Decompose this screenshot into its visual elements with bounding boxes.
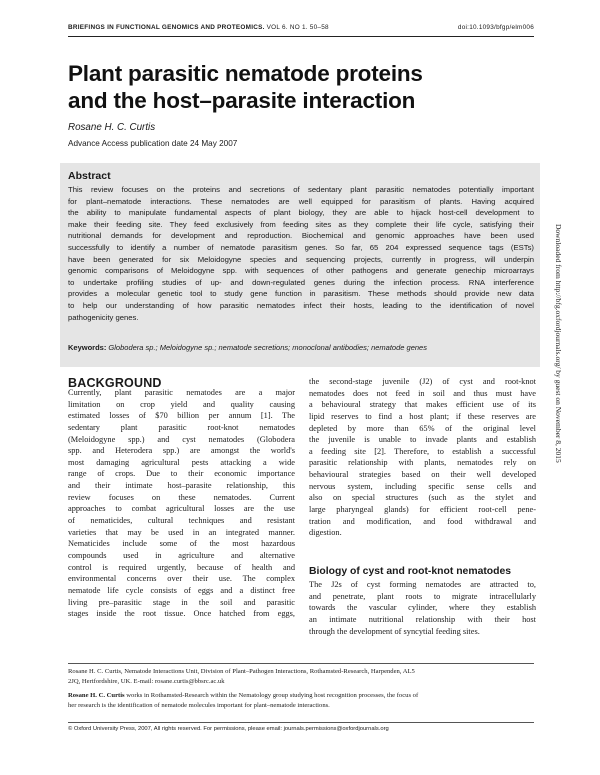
bio-line: her research is the identification of nematode molecules important for plant–nematode interactions. xyxy=(68,702,330,709)
body-line: parasitic relationship with plants, nematodes rely on xyxy=(309,458,536,468)
doi-link[interactable]: doi:10.1093/bfgp/elm006 xyxy=(457,24,534,31)
author-bio xyxy=(68,691,534,711)
body-line: estimated losses of $70 billion per annum [1]. The xyxy=(68,411,295,421)
body-line: nematode life cycle consists of eggs and a distinct free xyxy=(68,585,295,595)
copyright-notice: © Oxford University Press, 2007, All rights reserved. For permissions, please email: journals.permissions@oxfordjournals.org xyxy=(68,726,389,732)
biology-text xyxy=(309,579,536,637)
body-line: stages inside the root tissue. Once hatched from eggs, xyxy=(68,609,295,619)
body-line: nematodes does not feed in soil and thus must have xyxy=(309,388,536,398)
download-watermark[interactable]: Downloaded from http://bfg.oxfordjournals.org/ by guest on November 8, 2015 xyxy=(554,224,563,463)
author-name: Rosane H. C. Curtis xyxy=(68,122,156,133)
abstract-line: This review focuses on the proteins and secretions of sedentary plant parasitic nematodes potentially important xyxy=(68,185,534,194)
body-line: living pre–parasitic stage in the soil and parasitic xyxy=(68,597,295,607)
body-line: Nematicides include some of the most hazardous xyxy=(68,539,295,549)
header-rule xyxy=(68,36,534,37)
body-line: and their intimate host–parasite relationship, this xyxy=(68,481,295,491)
keywords xyxy=(68,343,534,352)
affiliation-line: Rosane H. C. Curtis, Nematode Interactions Unit, Division of Plant–Pathogen Interactions, Rothamsted-Research, Harpenden, AL5 xyxy=(68,668,415,675)
body-line: varieties that may be used in an integrated manner. xyxy=(68,527,295,537)
body-line: the juvenile is unable to invade plants and establish xyxy=(309,435,536,445)
body-line: The J2s of cyst forming nematodes are attracted to, xyxy=(309,580,536,589)
abstract-heading: Abstract xyxy=(68,170,111,182)
copyright-rule xyxy=(68,722,534,723)
bio-text: works in Rothamsted-Research within the Nematology group studying host recognition processes, the focus of xyxy=(124,692,419,699)
section-heading-background: BACKGROUND xyxy=(68,376,162,390)
body-line: also on special structures (such as the stylet and xyxy=(309,493,536,503)
body-line: tration and modification, and food withdrawal and xyxy=(309,516,536,526)
abstract-line: the ability to manipulate fundamental aspects of plant biology, they are able to hijack host-cell development to xyxy=(68,208,534,218)
body-line: of nematicides, cultural techniques and resistant xyxy=(68,516,295,526)
body-line: review focuses on these nematodes. Current xyxy=(68,492,295,502)
running-head xyxy=(68,24,534,36)
body-line: the second-stage juvenile (J2) of cyst and root-knot xyxy=(309,377,536,386)
bio-author-name: Rosane H. C. Curtis xyxy=(68,692,125,699)
body-line: control is required urgently, because of health and xyxy=(68,562,295,572)
body-line: an intimate nutritional relationship with their host xyxy=(309,614,536,624)
affiliation-line: 2JQ, Hertfordshire, UK. E-mail: rosane.curtis@bbsrc.ac.uk xyxy=(68,678,225,685)
body-line: a feeding site [2]. Therefore, to establish a successful xyxy=(309,446,536,456)
abstract-line: for plant–nematode interactions. These nematodes are well equipped for parasitism of plants. Having acquired xyxy=(68,196,534,206)
abstract-line: nutritional demands for development and reproduction. Biochemical and genomic approaches have been used xyxy=(68,231,534,241)
body-line: behavioural strategies based on their well developed xyxy=(309,470,536,480)
body-line: a behavioural strategy that makes efficient use of its xyxy=(309,400,536,410)
body-line: through the development of syncytial feeding sites. xyxy=(309,626,480,636)
body-line: and penetrate, plant roots to migrate intracellularly xyxy=(309,591,536,601)
body-line: spp. and Heterodera spp.) are amongst the world's xyxy=(68,446,295,456)
abstract-line: successfully to identify a number of nematode parasitism genes. So far, 65 204 expressed sequence tags (ESTs) xyxy=(68,242,534,252)
body-line: (Meloidogyne spp.) and cyst nematodes (Globodera xyxy=(68,434,295,444)
body-line: nervous system, including specific sense cells and xyxy=(309,481,536,491)
abstract-body xyxy=(68,184,534,323)
abstract-line: to help our understanding of how parasitic nematodes infect their hosts, leading to the identification of novel xyxy=(68,300,534,310)
body-line: approaches to combat agricultural losses are the use xyxy=(68,504,295,514)
body-line: digestion. xyxy=(309,528,342,538)
keywords-label: Keywords: xyxy=(68,343,107,352)
abstract-line: genomic comparisons of Meloidogyne spp. with sequences of other pathogens and generate genechip microarrays xyxy=(68,266,534,276)
publication-date: Advance Access publication date 24 May 2007 xyxy=(68,139,238,148)
author-affiliation xyxy=(68,667,534,687)
body-line: Currently, plant parasitic nematodes are a major xyxy=(68,388,295,397)
title-line-1: Plant parasitic nematode proteins xyxy=(68,61,423,86)
article-title xyxy=(68,60,538,114)
volume-info: VOL 6. NO 1. 50–58 xyxy=(264,24,329,31)
body-line: large pharyngeal glands) for efficient root-cell pene- xyxy=(309,505,536,515)
title-line-2: and the host–parasite interaction xyxy=(68,88,416,113)
keywords-list: Globodera sp.; Meloidogyne sp.; nematode secretions; monoclonal antibodies; nematode genes xyxy=(106,343,427,352)
abstract-line: provides a molecular genetic tool to study gene function in parasitism. These methods should provide new data xyxy=(68,289,534,299)
body-column-left xyxy=(68,387,295,620)
body-line: environmental concerns over their use. The complex xyxy=(68,574,295,584)
body-line: lipid reserves to find a host plant; if these reserves are xyxy=(309,411,536,421)
abstract-line: have been generated for six Meloidogyne species and sequencing projects, currently in progress, will underpin xyxy=(68,254,534,264)
body-line: compounds used in agriculture and alternative xyxy=(68,550,295,560)
journal-name: BRIEFINGS IN FUNCTIONAL GENOMICS AND PROTEOMICS. xyxy=(68,24,265,31)
footnote-rule xyxy=(68,663,534,664)
body-column-right xyxy=(309,376,536,539)
abstract-line: pathogenicity genes. xyxy=(68,312,139,322)
body-line: most damaging agricultural pests attacking a wide xyxy=(68,457,295,467)
section-heading-biology: Biology of cyst and root-knot nematodes xyxy=(309,566,512,577)
body-line: depleted by more than 65% of the original level xyxy=(309,423,536,433)
body-line: towards the vascular cylinder, where they establish xyxy=(309,603,536,613)
body-line: limitation on crop yield and quality causing xyxy=(68,399,295,409)
body-line: sedentary plant parasitic root-knot nematodes xyxy=(68,422,295,432)
abstract-line: make their feeding site. They feed exclusively from feeding sites as they complete their life cycle, satisfying their xyxy=(68,219,534,229)
abstract-line: to undertake profiling studies of up- and down-regulated genes during the infection process. RNA interference xyxy=(68,277,534,287)
body-line: range of crops. Due to their economic importance xyxy=(68,469,295,479)
